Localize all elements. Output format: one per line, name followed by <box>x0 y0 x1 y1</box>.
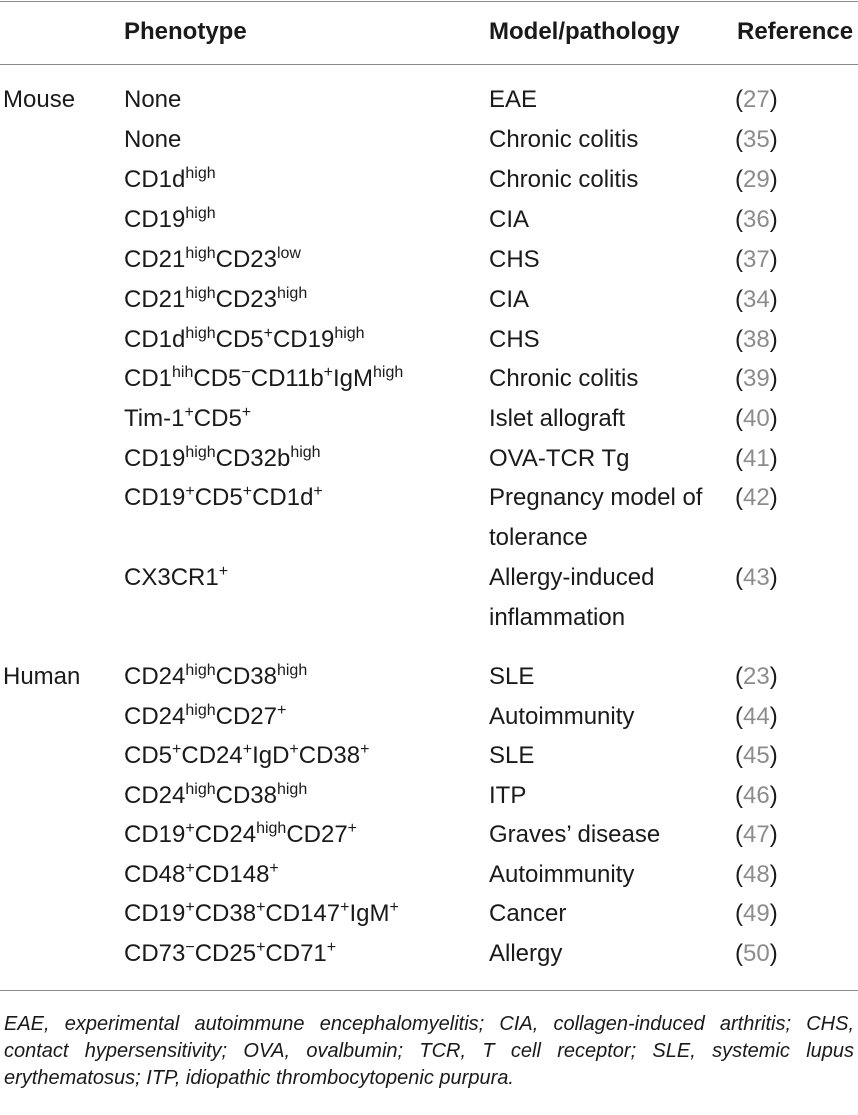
phenotype-marker-expression: + <box>256 939 266 956</box>
reference-cell: (48) <box>735 861 778 888</box>
phenotype-cell <box>124 815 357 855</box>
phenotype-marker-expression: + <box>241 404 252 421</box>
phenotype-marker: CD24 <box>124 703 186 730</box>
phenotype-marker: CD27 <box>286 821 348 848</box>
phenotype-cell <box>124 200 216 240</box>
phenotype-marker-expression: + <box>172 741 182 758</box>
reference-link[interactable]: 45 <box>743 742 770 769</box>
phenotype-marker: CD23 <box>215 246 277 273</box>
reference-link[interactable]: 46 <box>743 782 770 809</box>
reference-link[interactable]: 23 <box>743 663 770 690</box>
reference-link[interactable]: 34 <box>743 286 770 313</box>
model-pathology-cell: Allergy <box>489 940 563 967</box>
phenotype-marker: CD1d <box>124 166 186 193</box>
phenotype-marker-expression: high <box>185 781 216 798</box>
phenotype-marker-expression: + <box>184 404 194 421</box>
model-pathology-cell: CHS <box>489 246 540 273</box>
phenotype-marker-expression: + <box>340 899 350 916</box>
phenotype-marker-expression: high <box>290 444 321 461</box>
phenotype-marker-expression: + <box>276 702 287 719</box>
phenotype-marker: CD27 <box>215 703 277 730</box>
reference-cell: (34) <box>735 286 778 313</box>
phenotype-marker: IgM <box>333 365 374 392</box>
phenotype-marker: CD19 <box>272 326 335 353</box>
model-pathology-cell: Islet allograft <box>489 405 626 432</box>
phenotype-marker: CD147 <box>265 900 341 927</box>
phenotype-cell <box>124 320 365 360</box>
phenotype-cell <box>124 160 216 200</box>
reference-cell: (23) <box>735 663 778 690</box>
phenotype-marker-expression: + <box>218 563 229 580</box>
reference-link[interactable]: 49 <box>743 900 770 927</box>
phenotype-cell <box>124 657 307 697</box>
phenotype-marker-expression: + <box>360 741 370 758</box>
reference-cell: (43) <box>735 564 778 591</box>
phenotype-cell <box>124 478 323 518</box>
phenotype-marker-expression: + <box>389 899 399 916</box>
phenotype-marker: CD148 <box>194 861 270 888</box>
phenotype-cell <box>124 934 336 974</box>
phenotype-marker: CD21 <box>124 246 186 273</box>
reference-cell: (37) <box>735 246 778 273</box>
phenotype-marker: CD19 <box>124 900 186 927</box>
reference-cell: (49) <box>735 900 778 927</box>
phenotype-marker-expression: − <box>185 939 195 956</box>
table-bottom-rule <box>0 990 858 991</box>
phenotype-marker-expression: high <box>185 285 216 302</box>
header-rule <box>0 64 858 65</box>
header-reference: Reference <box>737 18 854 45</box>
phenotype-cell <box>124 80 181 120</box>
phenotype-cell <box>124 697 286 737</box>
phenotype-marker: CD5 <box>193 365 242 392</box>
model-pathology-cell: ITP <box>489 782 527 809</box>
phenotype-marker: CD19 <box>124 445 186 472</box>
phenotype-cell <box>124 855 279 895</box>
phenotype-marker-expression: high <box>256 820 287 837</box>
reference-link[interactable]: 35 <box>743 126 770 153</box>
model-pathology-cell: Chronic colitis <box>489 365 639 392</box>
phenotype-marker-expression: high <box>373 364 404 381</box>
phenotype-marker-expression: + <box>269 860 279 877</box>
model-pathology-cell: Autoimmunity <box>489 703 635 730</box>
model-pathology-cell: Pregnancy model of tolerance <box>489 484 703 551</box>
model-pathology-cell: Chronic colitis <box>489 166 639 193</box>
phenotype-marker-expression: + <box>242 483 253 500</box>
reference-link[interactable]: 43 <box>743 564 770 591</box>
phenotype-marker: CD5 <box>194 484 243 511</box>
phenotype-marker-expression: high <box>276 781 308 798</box>
phenotype-marker-expression: + <box>289 741 299 758</box>
model-pathology-cell: EAE <box>489 86 538 113</box>
reference-link[interactable]: 38 <box>743 326 770 353</box>
phenotype-marker: CD19 <box>124 206 186 233</box>
row-group-label: Mouse <box>3 86 76 113</box>
table-footnote: EAE, experimental autoimmune encephalomyelitis; CIA, collagen-induced arthritis; CHS, contact hypersensitivity; OVA, ovalbumin; TCR, T cell receptor; SLE, systemic lupus erythematosus; ITP, idiopathic thrombocytopenic purpura. <box>4 1013 854 1089</box>
reference-cell: (41) <box>735 445 778 472</box>
phenotype-marker-expression: high <box>185 702 216 719</box>
phenotype-cell <box>124 399 251 439</box>
phenotype-cell <box>124 240 301 280</box>
reference-link[interactable]: 50 <box>743 940 770 967</box>
phenotype-marker-expression: + <box>242 741 253 758</box>
phenotype-marker-expression: + <box>185 899 195 916</box>
reference-cell: (46) <box>735 782 778 809</box>
reference-link[interactable]: 44 <box>743 703 770 730</box>
phenotype-marker: CD38 <box>215 663 277 690</box>
phenotype-marker-expression: high <box>276 285 308 302</box>
phenotype-marker: CD1 <box>124 365 173 392</box>
phenotype-marker-expression: low <box>276 245 301 262</box>
header-phenotype: Phenotype <box>124 18 247 45</box>
reference-cell: (45) <box>735 742 778 769</box>
phenotype-marker-expression: + <box>185 483 195 500</box>
reference-cell: (40) <box>735 405 778 432</box>
reference-cell: (27) <box>735 86 778 113</box>
phenotype-marker-expression: + <box>347 820 358 837</box>
phenotype-marker: None <box>124 86 182 113</box>
phenotype-cell <box>124 280 307 320</box>
reference-link[interactable]: 37 <box>743 246 770 273</box>
phenotype-marker-expression: high <box>185 325 216 342</box>
phenotype-marker: CD25 <box>194 940 257 967</box>
reference-link[interactable]: 36 <box>743 206 770 233</box>
phenotype-marker-expression: hih <box>172 364 194 381</box>
reference-link[interactable]: 47 <box>743 821 770 848</box>
reference-cell: (35) <box>735 126 778 153</box>
model-pathology-cell: Cancer <box>489 900 567 927</box>
phenotype-cell <box>124 894 399 934</box>
model-pathology-cell: Chronic colitis <box>489 126 639 153</box>
phenotype-marker: CD5 <box>193 405 242 432</box>
phenotype-marker: CD24 <box>181 742 243 769</box>
phenotype-marker: CD1d <box>252 484 314 511</box>
phenotype-marker-expression: high <box>185 245 216 262</box>
phenotype-marker: CD48 <box>124 861 186 888</box>
phenotype-marker: CD19 <box>124 484 186 511</box>
reference-cell: (44) <box>735 703 778 730</box>
phenotype-marker-expression: + <box>326 939 337 956</box>
model-pathology-cell: Allergy-induced inflammation <box>489 564 655 631</box>
model-pathology-cell: CIA <box>489 286 530 313</box>
phenotype-marker: CD21 <box>124 286 186 313</box>
phenotype-marker-expression: high <box>334 325 365 342</box>
reference-link[interactable]: 48 <box>743 861 770 888</box>
model-pathology-cell: SLE <box>489 663 535 690</box>
phenotype-marker: None <box>124 126 182 153</box>
phenotype-marker-expression: high <box>185 444 216 461</box>
phenotype-marker: CD38 <box>194 900 257 927</box>
phenotype-marker: Tim-1 <box>124 405 185 432</box>
reference-cell: (38) <box>735 326 778 353</box>
reference-cell: (39) <box>735 365 778 392</box>
phenotype-marker-expression: + <box>323 364 334 381</box>
phenotype-marker: CD38 <box>298 742 361 769</box>
phenotype-marker: CD11b <box>250 365 324 392</box>
model-pathology-cell: SLE <box>489 742 535 769</box>
reference-link[interactable]: 29 <box>743 166 770 193</box>
phenotype-marker: CD32b <box>215 445 291 472</box>
phenotype-marker: CD24 <box>124 782 186 809</box>
model-pathology-cell: CIA <box>489 206 530 233</box>
phenotype-marker: CD1d <box>124 326 186 353</box>
model-pathology-cell: CHS <box>489 326 540 353</box>
phenotype-marker-expression: high <box>276 662 308 679</box>
model-pathology-cell: Graves’ disease <box>489 821 661 848</box>
phenotype-marker: CD24 <box>194 821 257 848</box>
reference-link[interactable]: 42 <box>743 484 770 511</box>
phenotype-marker-expression: + <box>313 483 323 500</box>
phenotype-marker: CX3CR1 <box>124 564 219 591</box>
phenotype-cell <box>124 736 369 776</box>
phenotype-marker: CD23 <box>215 286 277 313</box>
reference-cell: (47) <box>735 821 778 848</box>
reference-link[interactable]: 41 <box>743 445 770 472</box>
phenotype-marker: CD5 <box>215 326 264 353</box>
phenotype-marker-expression: + <box>185 820 195 837</box>
phenotype-marker-expression: high <box>185 205 216 222</box>
phenotype-cell <box>124 359 403 399</box>
phenotype-cell <box>124 776 307 816</box>
phenotype-marker-expression: high <box>185 165 216 182</box>
reference-cell: (50) <box>735 940 778 967</box>
phenotype-marker: CD19 <box>124 821 186 848</box>
model-pathology-cell: OVA-TCR Tg <box>489 445 630 472</box>
phenotype-marker-expression: − <box>241 364 251 381</box>
phenotype-marker: CD73 <box>124 940 186 967</box>
phenotype-marker-expression: + <box>185 860 195 877</box>
reference-link[interactable]: 40 <box>743 405 770 432</box>
phenotype-marker: CD71 <box>265 940 327 967</box>
phenotype-marker: IgD <box>252 742 290 769</box>
phenotype-marker-expression: + <box>263 325 273 342</box>
header-model-pathology: Model/pathology <box>489 18 680 45</box>
phenotype-marker: IgM <box>349 900 390 927</box>
reference-link[interactable]: 39 <box>743 365 770 392</box>
phenotype-marker-expression: high <box>185 662 216 679</box>
phenotype-marker: CD5 <box>124 742 173 769</box>
reference-cell: (29) <box>735 166 778 193</box>
phenotype-marker: CD24 <box>124 663 186 690</box>
model-pathology-cell: Autoimmunity <box>489 861 635 888</box>
table-top-rule <box>0 1 858 2</box>
phenotype-marker: CD38 <box>215 782 277 809</box>
phenotype-cell <box>124 558 228 598</box>
phenotype-marker-expression: + <box>256 899 266 916</box>
phenotype-cell <box>124 439 321 479</box>
row-group-label: Human <box>3 663 81 690</box>
reference-link[interactable]: 27 <box>743 86 770 113</box>
reference-cell: (36) <box>735 206 778 233</box>
reference-cell: (42) <box>735 484 778 511</box>
phenotype-cell <box>124 120 181 160</box>
